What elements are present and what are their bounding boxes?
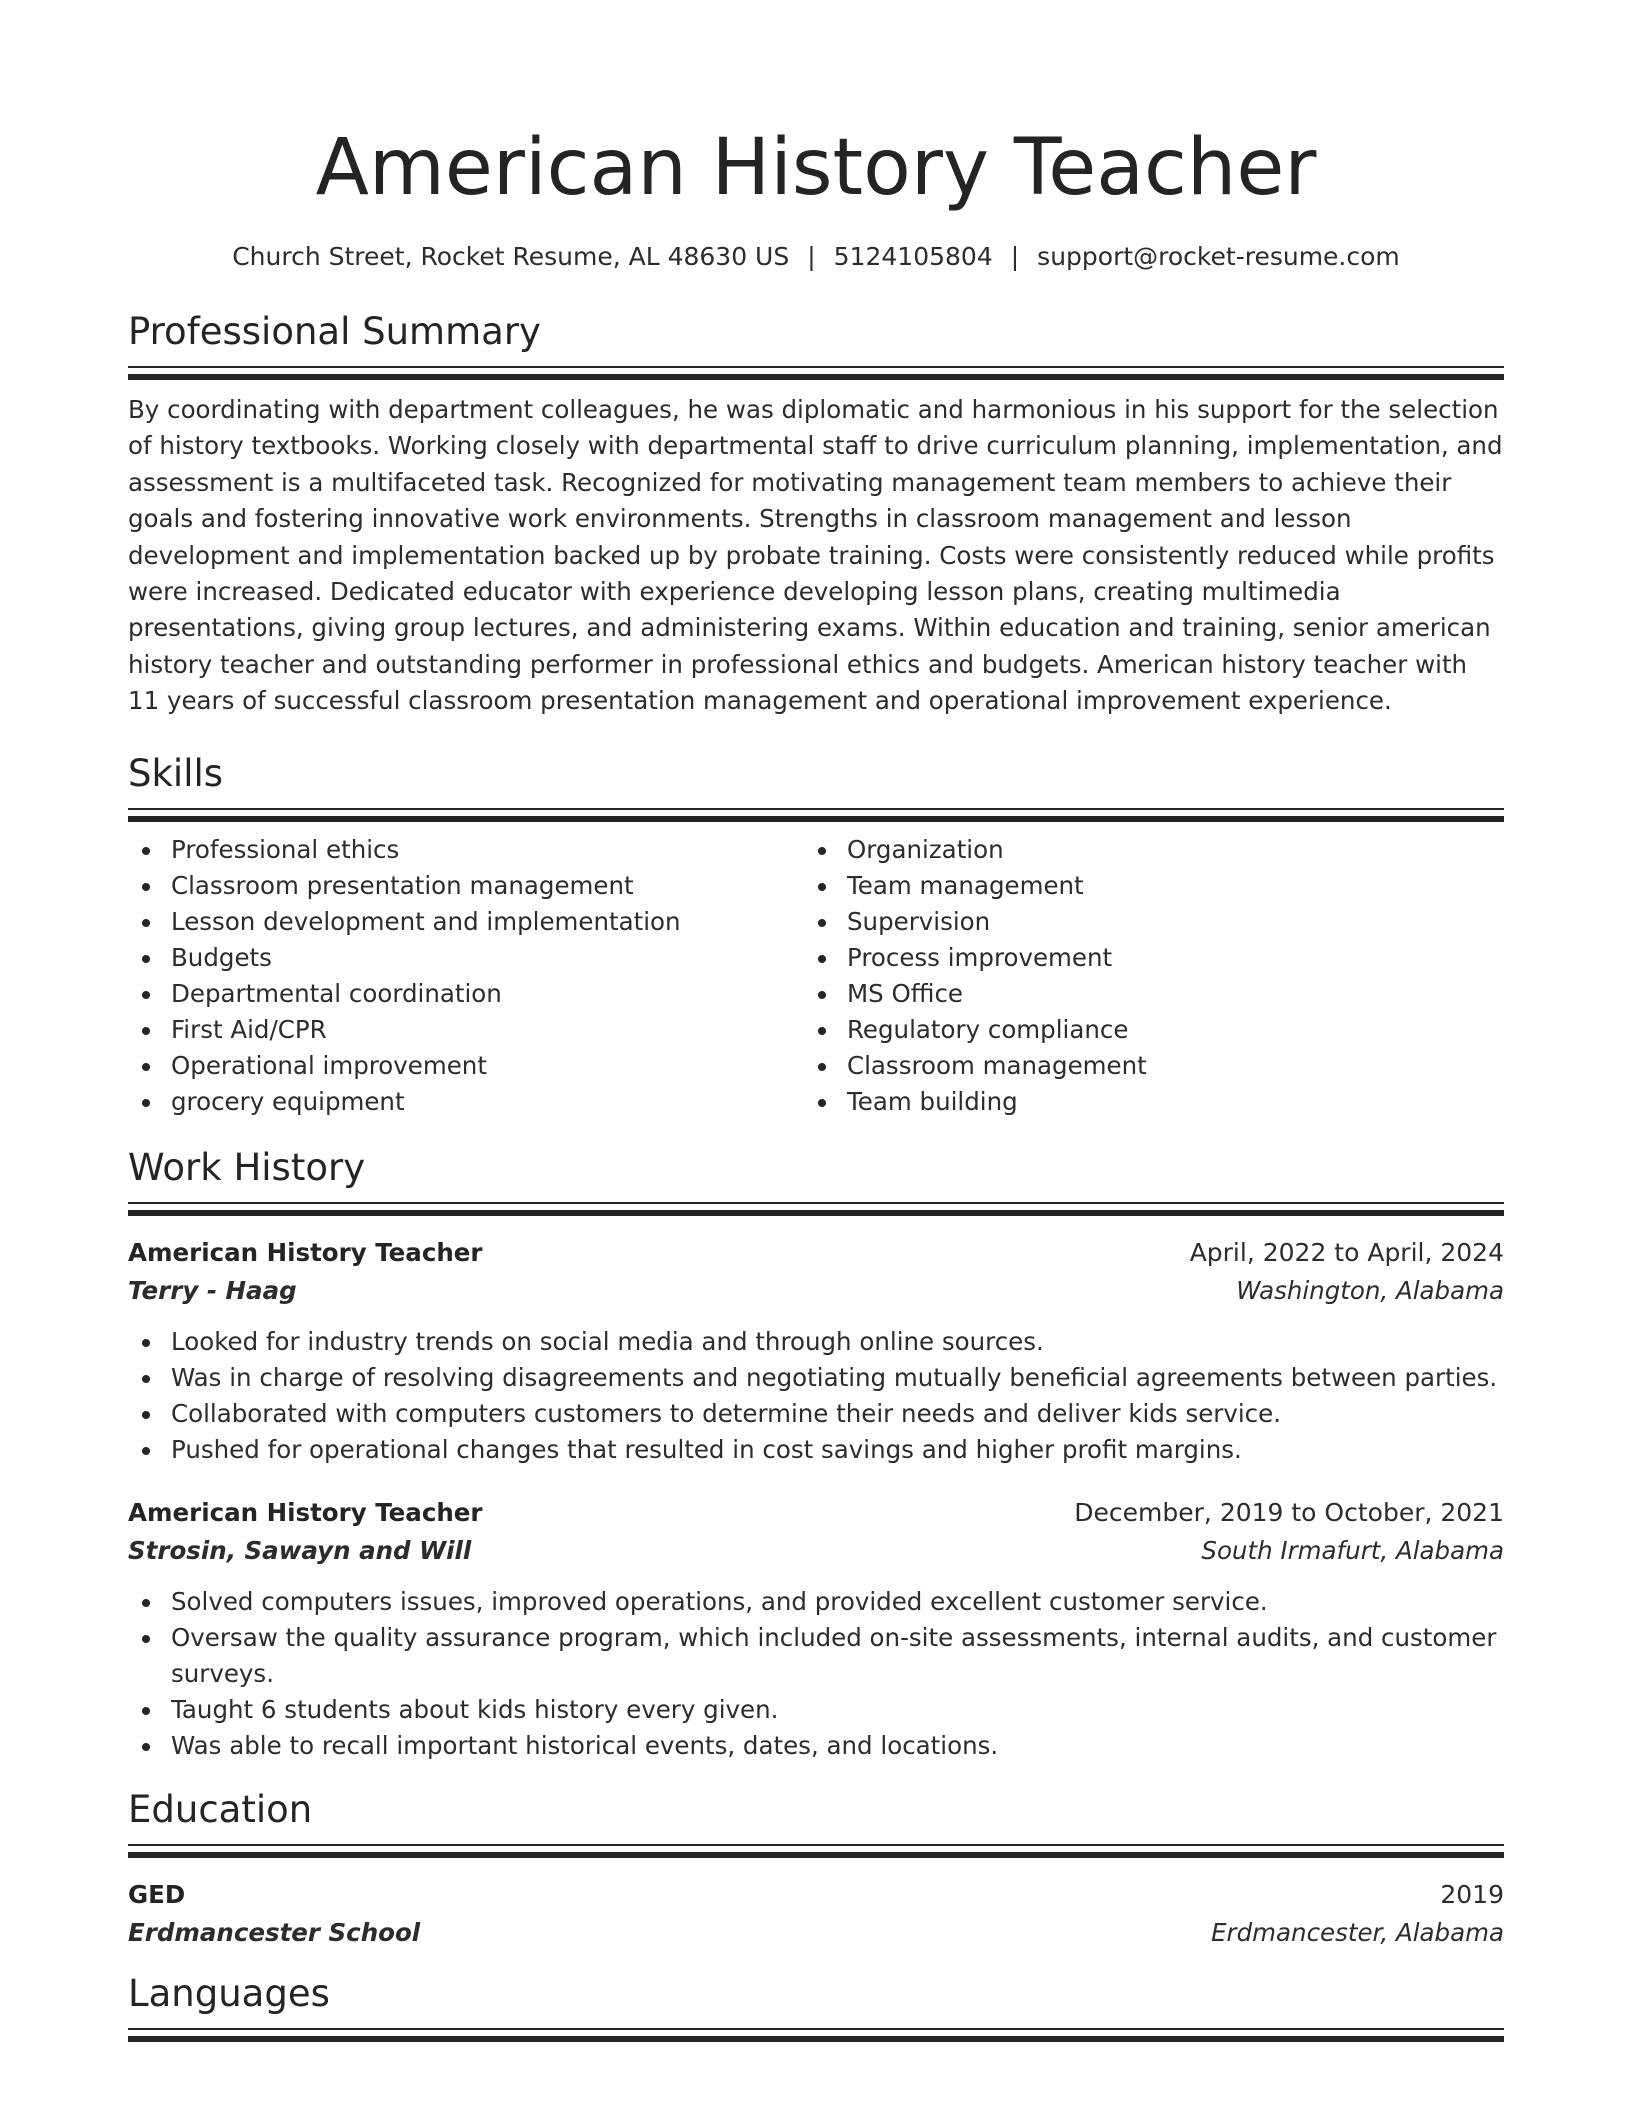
section-divider — [128, 2028, 1504, 2042]
job-role: American History Teacher — [128, 1237, 483, 1267]
section-title-education: Education — [128, 1787, 313, 1831]
skills-columns — [128, 832, 1504, 1120]
languages-section — [128, 1970, 1504, 2042]
skill-item: Departmental coordination — [128, 976, 804, 1012]
skills-list-right — [804, 832, 1480, 1120]
contact-phone: 5124105804 — [833, 242, 993, 271]
skills-list-left — [128, 832, 804, 1120]
job-bullets — [128, 1324, 1504, 1468]
education-entry — [128, 1876, 1504, 1952]
job-dates: April, 2022 to April, 2024 — [1189, 1237, 1504, 1267]
skill-item: Classroom presentation management — [128, 868, 804, 904]
section-divider — [128, 366, 1504, 380]
section-title-summary: Professional Summary — [128, 310, 541, 353]
contact-email: support@rocket-resume.com — [1037, 242, 1400, 271]
job-company-row — [128, 1532, 1504, 1570]
job-company: Terry - Haag — [128, 1275, 297, 1305]
skill-item: grocery equipment — [128, 1084, 804, 1120]
job-company: Strosin, Sawayn and Will — [128, 1535, 472, 1565]
job-entry — [128, 1494, 1504, 1764]
job-entry — [128, 1234, 1504, 1468]
skill-item: Organization — [804, 832, 1480, 868]
job-bullet: Taught 6 students about kids history every given. — [128, 1692, 1504, 1728]
skill-item: Team management — [804, 868, 1480, 904]
skill-item: Professional ethics — [128, 832, 804, 868]
education-degree: GED — [128, 1879, 186, 1909]
job-bullet: Was in charge of resolving disagreements and negotiating mutually beneficial agreements between parties. — [128, 1360, 1504, 1396]
contact-address: Church Street, Rocket Resume, AL 48630 US — [232, 242, 790, 271]
education-school: Erdmancester School — [128, 1917, 421, 1947]
section-title-work-history: Work History — [128, 1145, 366, 1189]
resume-name: American History Teacher — [315, 123, 1317, 213]
skill-item: Team building — [804, 1084, 1480, 1120]
job-company-row — [128, 1272, 1504, 1310]
section-divider — [128, 1202, 1504, 1216]
skill-item: First Aid/CPR — [128, 1012, 804, 1048]
job-bullets — [128, 1584, 1504, 1764]
skills-section — [128, 750, 1504, 1120]
work-history-section — [128, 1144, 1504, 1764]
skill-item: Budgets — [128, 940, 804, 976]
skill-item: Lesson development and implementation — [128, 904, 804, 940]
contact-separator: | — [1010, 242, 1020, 271]
job-bullet: Looked for industry trends on social media and through online sources. — [128, 1324, 1504, 1360]
education-location: Erdmancester, Alabama — [1211, 1917, 1504, 1947]
skill-item: Operational improvement — [128, 1048, 804, 1084]
skill-item: Regulatory compliance — [804, 1012, 1480, 1048]
skill-item: MS Office — [804, 976, 1480, 1012]
section-divider — [128, 1844, 1504, 1858]
skill-item: Classroom management — [804, 1048, 1480, 1084]
education-header-row — [128, 1876, 1504, 1914]
education-year: 2019 — [1440, 1879, 1504, 1909]
education-school-row — [128, 1914, 1504, 1952]
skill-item: Process improvement — [804, 940, 1480, 976]
section-title-skills: Skills — [128, 751, 224, 795]
job-role: American History Teacher — [128, 1497, 483, 1527]
job-bullet: Pushed for operational changes that resulted in cost savings and higher profit margins. — [128, 1432, 1504, 1468]
education-section — [128, 1786, 1504, 1952]
job-dates: December, 2019 to October, 2021 — [1074, 1497, 1504, 1527]
job-bullet: Oversaw the quality assurance program, which included on-site assessments, internal audits, and customer surveys. — [128, 1620, 1504, 1692]
job-bullet: Was able to recall important historical events, dates, and locations. — [128, 1728, 1504, 1764]
job-header-row — [128, 1234, 1504, 1272]
job-location: South Irmafurt, Alabama — [1201, 1535, 1504, 1565]
job-header-row — [128, 1494, 1504, 1532]
summary-text: By coordinating with department colleagues, he was diplomatic and harmonious in his support for the selection of history textbooks. Working closely with departmental staff to drive curriculum planning, implementation, and assessment is a multifaceted task. Recognized for motivating management team members to achieve their goals and fostering innovative work environments. Strengths in classroom management and lesson development and implementation backed up by probate training. Costs were consistently reduced while profits were increased. Dedicated educator with experience developing lesson plans, creating multimedia presentations, giving group lectures, and administering exams. Within education and training, senior american history teacher and outstanding performer in professional ethics and budgets. American history teacher with 11 years of successful classroom presentation management and operational improvement experience. — [128, 395, 1503, 716]
section-title-languages: Languages — [128, 1971, 330, 2015]
section-divider — [128, 808, 1504, 822]
job-location: Washington, Alabama — [1236, 1275, 1504, 1305]
contact-line — [128, 240, 1504, 274]
contact-separator: | — [807, 242, 816, 271]
job-bullet: Collaborated with computers customers to determine their needs and deliver kids service. — [128, 1396, 1504, 1432]
summary-section — [128, 308, 1504, 720]
skill-item: Supervision — [804, 904, 1480, 940]
job-bullet: Solved computers issues, improved operations, and provided excellent customer service. — [128, 1584, 1504, 1620]
